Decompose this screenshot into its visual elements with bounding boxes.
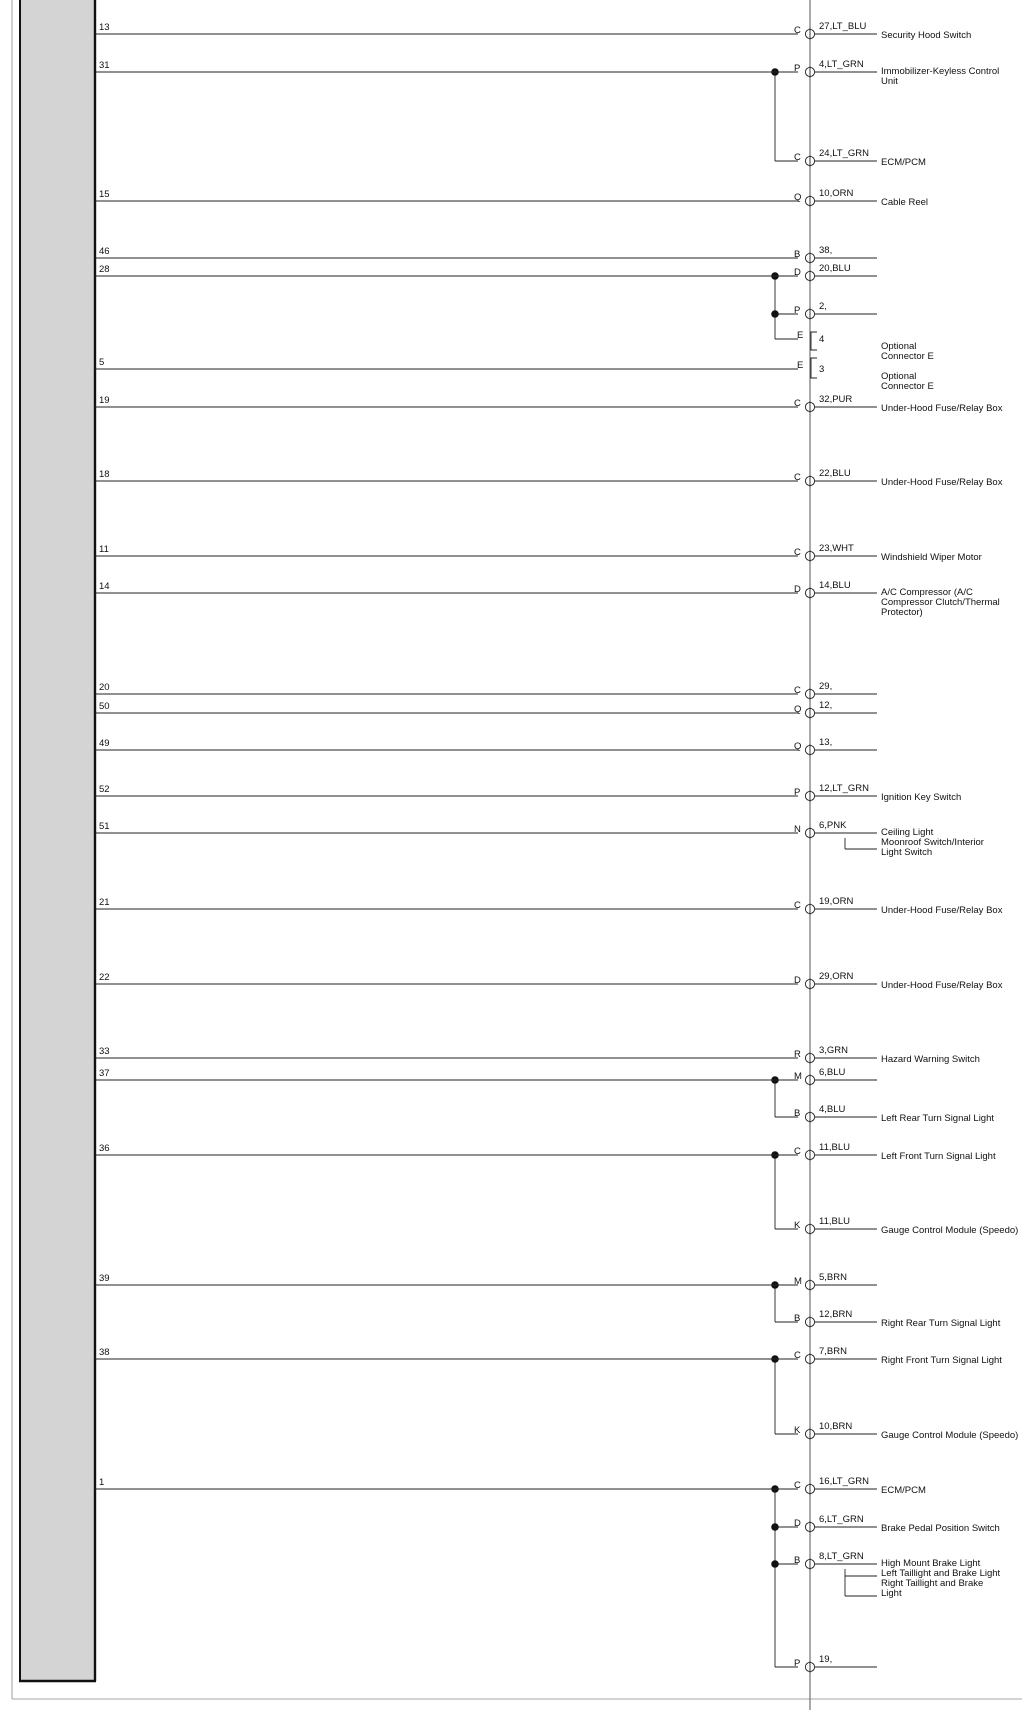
destination-label: Light — [881, 1588, 902, 1599]
connector-letter: C — [794, 1146, 801, 1157]
wire-color-label: 10,ORN — [819, 188, 854, 199]
wire-row — [95, 1476, 926, 1496]
module-pin-number: 19 — [99, 395, 110, 406]
wire-color-label: 3,GRN — [819, 1045, 849, 1056]
wire-row — [95, 59, 999, 87]
destination-label: Under-Hood Fuse/Relay Box — [881, 905, 1003, 916]
destination-label: Under-Hood Fuse/Relay Box — [881, 403, 1003, 414]
connector-letter: C — [794, 547, 801, 558]
destination-label: Optional — [881, 371, 917, 382]
connector-letter: M — [794, 1071, 802, 1082]
destination-label: Windshield Wiper Motor — [881, 552, 982, 563]
connector-letter: B — [794, 1555, 801, 1566]
destination-label: ECM/PCM — [881, 1485, 926, 1496]
wire-row — [95, 681, 877, 700]
wire-color-label: 19, — [819, 1654, 833, 1665]
wire-color-label: 4 — [819, 334, 825, 345]
connector-letter: M — [794, 1276, 802, 1287]
destination-label: A/C Compressor (A/C — [881, 587, 973, 598]
connector-letter: C — [794, 25, 801, 36]
module-pin-number: 1 — [99, 1477, 105, 1488]
wire-row — [95, 700, 877, 719]
destination-label: Light Switch — [881, 847, 933, 858]
connector-letter: D — [794, 267, 801, 278]
module-pin-number: 38 — [99, 1347, 110, 1358]
module-pin-number: 14 — [99, 581, 110, 592]
connector-letter: C — [794, 1350, 801, 1361]
wire-color-label: 7,BRN — [819, 1346, 847, 1357]
wire-color-label: 12,LT_GRN — [819, 783, 869, 794]
connector-letter: P — [794, 305, 801, 316]
module-pin-number: 13 — [99, 22, 110, 33]
wire-row — [794, 1104, 994, 1124]
connector-letter: N — [794, 824, 801, 835]
destination-label: Moonroof Switch/Interior — [881, 837, 984, 848]
wire-row — [95, 468, 1003, 488]
wire-row — [797, 330, 934, 362]
destination-label: Ceiling Light — [881, 827, 934, 838]
connector-letter: Q — [794, 704, 802, 715]
connector-letter: C — [794, 152, 801, 163]
wire-color-label: 3 — [819, 364, 825, 375]
connector-letter: C — [794, 472, 801, 483]
wire-color-label: 12, — [819, 700, 833, 711]
wire-color-label: 19,ORN — [819, 896, 854, 907]
wire-color-label: 6,PNK — [819, 820, 847, 831]
wire-color-label: 11,BLU — [819, 1216, 850, 1227]
wire-color-label: 38, — [819, 245, 833, 256]
destination-label: ECM/PCM — [881, 157, 926, 168]
module-pin-number: 51 — [99, 821, 110, 832]
connector-letter: Q — [794, 741, 802, 752]
wire-row — [794, 1216, 1018, 1236]
module-pin-number: 52 — [99, 784, 110, 795]
destination-label: Protector) — [881, 607, 923, 618]
destination-label: High Mount Brake Light — [881, 1558, 981, 1569]
wire-row — [794, 1551, 1001, 1599]
wire-row — [95, 1272, 877, 1291]
wire-row — [95, 737, 877, 756]
wire-row — [794, 1514, 1000, 1534]
destination-label: Left Taillight and Brake Light — [881, 1568, 1001, 1579]
wire-row — [95, 245, 877, 264]
module-pin-number: 39 — [99, 1273, 110, 1284]
wire-color-label: 24,LT_GRN — [819, 148, 869, 159]
module-pin-number: 11 — [99, 544, 109, 555]
connector-letter: B — [794, 1313, 801, 1324]
module-body — [20, 0, 95, 1681]
wire-color-label: 32,PUR — [819, 394, 853, 405]
wire-row — [95, 1346, 1002, 1366]
connector-letter: K — [794, 1220, 801, 1231]
wire-row — [95, 971, 1003, 991]
connector-letter: P — [794, 787, 801, 798]
destination-label: Ignition Key Switch — [881, 792, 962, 803]
module-pin-number: 50 — [99, 701, 110, 712]
wire-color-label: 29,ORN — [819, 971, 854, 982]
destination-label: Right Rear Turn Signal Light — [881, 1318, 1001, 1329]
destination-label: Left Rear Turn Signal Light — [881, 1113, 995, 1124]
wire-color-label: 6,BLU — [819, 1067, 846, 1078]
wire-row — [95, 394, 1003, 414]
connector-letter: C — [794, 900, 801, 911]
module-pin-number: 22 — [99, 972, 110, 983]
wire-rows — [95, 21, 1018, 1673]
module-pin-number: 20 — [99, 682, 110, 693]
wire-color-label: 22,BLU — [819, 468, 851, 479]
wire-row — [95, 357, 934, 392]
connector-letter: B — [794, 249, 801, 260]
module-pin-number: 37 — [99, 1068, 110, 1079]
destination-label: Unit — [881, 76, 898, 87]
connector-letter: C — [794, 1480, 801, 1491]
connector-letter: Q — [794, 192, 802, 203]
wire-row — [794, 1309, 1001, 1329]
wire-color-label: 11,BLU — [819, 1142, 850, 1153]
module-pin-number: 31 — [99, 60, 110, 71]
wire-row — [95, 1045, 980, 1065]
connector-letter: P — [794, 63, 801, 74]
connector-letter: K — [794, 1425, 801, 1436]
destination-label: Gauge Control Module (Speedo) — [881, 1430, 1019, 1441]
module-pin-number: 33 — [99, 1046, 110, 1057]
wire-color-label: 14,BLU — [819, 580, 851, 591]
connector-letter: E — [797, 360, 804, 371]
destination-label: Gauge Control Module (Speedo) — [881, 1225, 1019, 1236]
wire-row — [95, 896, 1003, 916]
wire-color-label: 16,LT_GRN — [819, 1476, 869, 1487]
module-pin-number: 21 — [99, 897, 110, 908]
wire-row — [95, 263, 877, 282]
wire-row — [794, 1654, 877, 1673]
destination-label: Cable Reel — [881, 197, 928, 208]
module-pin-number: 49 — [99, 738, 110, 749]
destination-label: Connector E — [881, 351, 934, 362]
wire-row — [95, 1067, 877, 1086]
wire-color-label: 2, — [819, 301, 827, 312]
wire-color-label: 6,LT_GRN — [819, 1514, 864, 1525]
wire-row — [794, 1421, 1018, 1441]
destination-label: Compressor Clutch/Thermal — [881, 597, 1000, 608]
wire-color-label: 8,LT_GRN — [819, 1551, 864, 1562]
module-pin-number: 46 — [99, 246, 110, 257]
connector-letter: D — [794, 584, 801, 595]
wire-row — [95, 820, 984, 858]
module-pin-number: 15 — [99, 189, 110, 200]
connector-letter: C — [794, 685, 801, 696]
module-pin-number: 5 — [99, 357, 105, 368]
destination-label: Right Front Turn Signal Light — [881, 1355, 1002, 1366]
destination-label: Security Hood Switch — [881, 30, 972, 41]
wire-row — [95, 543, 982, 563]
connector-letter: D — [794, 975, 801, 986]
wire-color-label: 5,BRN — [819, 1272, 847, 1283]
wire-row — [95, 580, 1000, 618]
optional-connector-brackets — [811, 332, 817, 378]
destination-label: Optional — [881, 341, 917, 352]
destination-label: Under-Hood Fuse/Relay Box — [881, 980, 1003, 991]
destination-label: Brake Pedal Position Switch — [881, 1523, 1000, 1534]
connector-letter: B — [794, 1108, 801, 1119]
destination-label: Hazard Warning Switch — [881, 1054, 980, 1065]
wire-color-label: 10,BRN — [819, 1421, 853, 1432]
wire-color-label: 4,LT_GRN — [819, 59, 864, 70]
module-pin-number: 36 — [99, 1143, 110, 1154]
wire-color-label: 4,BLU — [819, 1104, 846, 1115]
destination-label: Immobilizer-Keyless Control — [881, 66, 1000, 77]
connector-letter: C — [794, 398, 801, 409]
wire-row — [95, 21, 971, 41]
wire-color-label: 23,WHT — [819, 543, 854, 554]
wire-color-label: 29, — [819, 681, 833, 692]
destination-label: Connector E — [881, 381, 934, 392]
module-pin-number: 18 — [99, 469, 110, 480]
module-pin-number: 28 — [99, 264, 110, 275]
wire-color-label: 12,BRN — [819, 1309, 853, 1320]
connector-letter: P — [794, 1658, 801, 1669]
wire-row — [95, 188, 928, 208]
wire-color-label: 13, — [819, 737, 833, 748]
wire-row — [794, 301, 877, 320]
wire-row — [95, 783, 961, 803]
wire-color-label: 20,BLU — [819, 263, 851, 274]
connector-letter: E — [797, 330, 804, 341]
connector-letter: R — [794, 1049, 801, 1060]
wire-color-label: 27,LT_BLU — [819, 21, 867, 32]
destination-label: Under-Hood Fuse/Relay Box — [881, 477, 1003, 488]
wire-row — [794, 148, 926, 168]
destination-label: Left Front Turn Signal Light — [881, 1151, 996, 1162]
destination-label: Right Taillight and Brake — [881, 1578, 984, 1589]
wire-row — [95, 1142, 996, 1162]
connector-letter: D — [794, 1518, 801, 1529]
